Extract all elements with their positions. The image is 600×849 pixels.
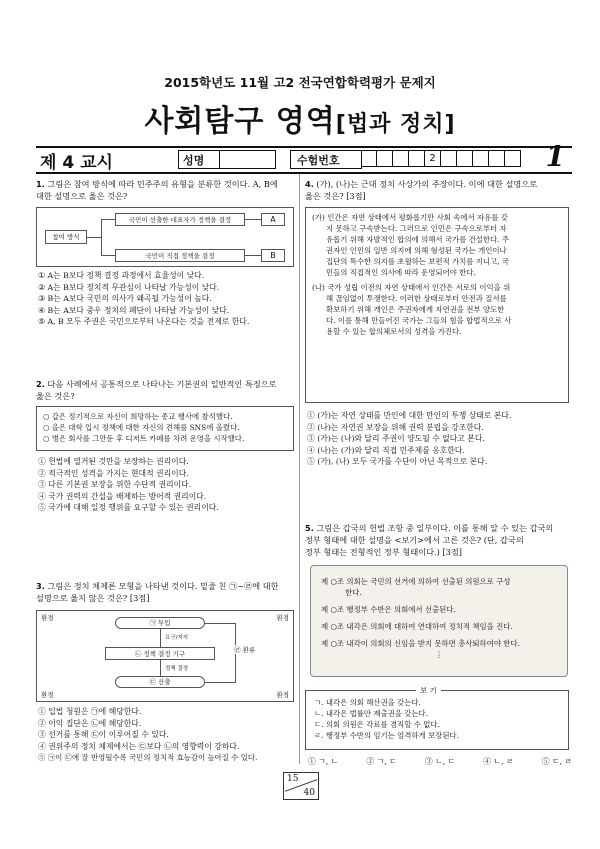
q4-option-4[interactable]: ④ (나)는 (가)와 달리 직접 민주제를 옹호한다. <box>307 445 465 455</box>
q1-diagram <box>36 207 294 267</box>
q5-option-3[interactable]: ③ ㄴ, ㄷ <box>424 757 456 766</box>
q2-stem-line: 2. 다음 사례에서 공통적으로 나타나는 기본권의 일반적인 특징으로 <box>36 379 277 389</box>
q4-options <box>307 410 571 468</box>
q5-stem-line: 5. 그림은 갑국의 헌법 조항 중 일부이다. 이를 통해 알 수 있는 갑국의 <box>305 523 554 533</box>
q3-env-tr: 환경 <box>276 614 289 622</box>
q4-passage-ga: (가) 인간은 자연 상태에서 평화롭기만 사회 속에서 자유를 갖 지 못하고 구속받는다. 그러므로 인민은 구속으로부터 자 유롭기 위해 자발적인 합의에 의해서 국가를 건설한다. 주 권자인 인민의 일반 의지에 의해 형성된 국가는 개인이나 집단의 특수한 의지를 초월하는 보편적 가치를 지니고, 국 민들의 직접적인 의사에 따라 운영되어야 한다. <box>312 213 510 277</box>
q2-option-2[interactable]: ② 적극적인 성격을 가지는 현대적 권리이다. <box>38 468 189 478</box>
q1-root-node: 참여 방식 <box>45 230 87 244</box>
q5-options <box>308 756 572 768</box>
q3-demand-label: 요구/지지 <box>165 635 189 641</box>
q2-options <box>38 456 296 514</box>
q3-env-bl: 환경 <box>41 691 54 699</box>
q5-ellipsis: ⋮ <box>435 650 443 659</box>
q5-article: 제 ○조 의회는 국민의 선거에 의하여 선출된 의원으로 구성 <box>321 577 511 586</box>
q1-option-5[interactable]: ⑤ A, B 모두 주권은 국민으로부터 나온다는 것을 전제로 한다. <box>38 317 250 326</box>
q4-option-3[interactable]: ③ (가)는 (나)와 달리 주권이 양도될 수 없다고 본다. <box>307 434 485 443</box>
q4-option-1[interactable]: ① (가)는 자연 상태를 만인에 대한 만인의 투쟁 상태로 본다. <box>307 411 512 420</box>
q5-option-1[interactable]: ① ㄱ, ㄴ <box>308 757 339 766</box>
q5-article: 제 ○조 내각이 의회의 신임을 받지 못하면 총사퇴하여야 한다. <box>321 639 520 648</box>
q5-bogi-item: ㄱ. 내각은 의회 해산권을 갖는다. <box>314 698 421 707</box>
q5-stem-line: 정부 형태에 대한 설명을 <보기>에서 고른 것은? (단, 갑국의 <box>305 535 524 545</box>
q4-passage-box <box>305 207 569 403</box>
q3-option-4[interactable]: ④ 권위주의 정치 체제에서는 ㉢보다 ㉡의 영향력이 강하다. <box>38 741 240 751</box>
subject-title-sub: [법과 정치] <box>335 112 456 137</box>
q2-option-1[interactable]: ① 헌법에 열거된 것만을 보장하는 권리이다. <box>38 457 189 466</box>
q4-stem-line: 옳은 것은? [3점] <box>305 191 366 201</box>
id-digit: 2 <box>425 150 441 167</box>
page-number: 1 <box>545 140 565 173</box>
q5-stem-line: 정부 형태는 전형적인 정부 형태이다.) [3점] <box>305 547 462 557</box>
subject-title-main: 사회탐구 영역 <box>144 104 336 139</box>
q1-option-3[interactable]: ③ B는 A보다 국민의 의사가 왜곡될 가능성이 높다. <box>38 294 212 303</box>
q5-bogi-item: ㄴ. 내각은 법률안 제출권을 갖는다. <box>314 709 429 718</box>
q2-option-5[interactable]: ⑤ 국가에 대해 일정 행위를 요구할 수 있는 권리이다. <box>38 503 219 512</box>
q5-scroll-document <box>310 565 568 677</box>
q5-article: 제 ○조 내각은 의회에 대하여 연대하여 정치적 책임을 진다. <box>321 622 513 631</box>
q1-option-1[interactable]: ① A는 B보다 정책 결정 과정에서 효율성이 낮다. <box>38 271 205 280</box>
q1-stem-line: 대한 설명으로 옳은 것은? <box>36 191 128 201</box>
q3-agency-node: ㉡ 정책 결정 기구 <box>105 647 215 660</box>
q5-option-5[interactable]: ⑤ ㄷ, ㄹ <box>541 757 572 766</box>
q3-env-tl: 환경 <box>41 614 54 622</box>
exam-title-line: 2015학년도 11월 고2 전국연합학력평가 문제지 <box>164 75 436 90</box>
page-indicator <box>283 772 319 800</box>
period-label: 제 4 교시 <box>40 153 113 173</box>
q4-stem-line: 4. (가), (나)는 근대 정치 사상가의 주장이다. 이에 대한 설명으로 <box>305 179 538 189</box>
name-label: 성명 <box>183 154 205 167</box>
q4-passage-na: (나) 국가 성립 이전의 자연 상태에서 인간은 서로의 이익을 위 해 끊임없이 투쟁한다. 이러한 상태로부터 안전과 질서를 확보하기 위해 개인은 주권자에게 자연권을 전부 양도한 다. 이를 통해 만들어진 국가는 그들의 힘을 합법적으로 사 용할 수 있는 합의체로서의 성격을 가진다. <box>312 283 512 336</box>
q1-node-a: A <box>261 213 285 226</box>
q5-article: 제 ○조 행정부 수반은 의회에서 선출된다. <box>321 605 456 614</box>
q3-input-node: ㉠ 투입 <box>115 617 205 629</box>
id-label: 수험번호 <box>297 154 340 167</box>
q1-option-4[interactable]: ④ B는 A보다 중우 정치의 폐단이 나타날 가능성이 낮다. <box>38 305 230 315</box>
q3-option-5[interactable]: ⑤ ㉠이 ㉢에 잘 반영될수록 국민의 정치적 효능감이 높아질 수 있다. <box>38 753 258 762</box>
q2-case: ○ 을은 대학 입시 정책에 대한 자신의 견해를 SNS에 올렸다. <box>43 423 240 432</box>
q1-bottom-node: 국민이 직접 정책을 결정 <box>115 249 245 262</box>
q3-options <box>38 706 298 764</box>
q3-option-2[interactable]: ② 이익 집단은 ㉡에 해당한다. <box>38 718 142 728</box>
q5-bogi-item: ㄷ. 의회 의원은 각료를 겸직할 수 없다. <box>314 720 440 729</box>
id-label-box <box>290 150 362 169</box>
q3-decision-label: 정책 결정 <box>165 666 189 672</box>
q5-bogi-title: 보 기 <box>416 685 441 696</box>
q4-option-2[interactable]: ② (나)는 자연권 보장을 위해 권력 분립을 강조한다. <box>307 422 484 432</box>
question-3 <box>36 580 294 604</box>
q2-case: ○ 갑은 정기적으로 자신이 희망하는 종교 행사에 참석했다. <box>43 412 233 421</box>
q3-option-1[interactable]: ① 입법 청원은 ㉠에 해당한다. <box>38 707 142 716</box>
question-2 <box>36 378 294 402</box>
question-1 <box>36 178 294 202</box>
q5-article: 한다. <box>345 588 362 597</box>
q3-diagram <box>36 610 294 702</box>
q3-output-node: ㉢ 산출 <box>115 676 205 688</box>
q1-options <box>38 270 296 328</box>
q4-option-5[interactable]: ⑤ (가), (나) 모두 국가를 수단이 아닌 목적으로 본다. <box>307 457 488 466</box>
q3-feedback-label: ㉣ 환류 <box>234 646 256 654</box>
id-number-cells[interactable] <box>361 150 521 167</box>
q5-bogi-item: ㄹ. 행정부 수반의 임기는 엄격하게 보장된다. <box>314 731 459 740</box>
q3-env-br: 환경 <box>276 691 289 699</box>
q1-node-b: B <box>261 249 285 262</box>
q5-bogi-box <box>305 686 569 750</box>
q2-case-box <box>36 406 294 451</box>
q2-stem-line: 옳은 것은? <box>36 391 75 401</box>
question-5 <box>305 522 571 558</box>
name-field[interactable] <box>178 150 276 169</box>
subject-title <box>0 96 600 140</box>
q2-option-3[interactable]: ③ 다른 기본권 보장을 위한 수단적 권리이다. <box>38 480 192 489</box>
q3-stem-line: 3. 그림은 정치 체제론 모형을 나타낸 것이다. 밑줄 친 ㉠~㉣에 대한 <box>36 581 279 591</box>
q1-top-node: 국민이 선출한 대표자가 정책을 결정 <box>115 213 245 226</box>
page-indicator-total: 40 <box>303 788 315 798</box>
q2-option-4[interactable]: ④ 국가 권력의 간섭을 배제하는 방어적 권리이다. <box>38 491 207 501</box>
q3-option-3[interactable]: ③ 선거를 통해 ㉢이 이루어질 수 있다. <box>38 730 169 739</box>
q5-option-2[interactable]: ② ㄱ, ㄷ <box>366 757 397 766</box>
q1-option-2[interactable]: ② A는 B보다 정치적 무관심이 나타날 가능성이 낮다. <box>38 282 220 292</box>
q2-case: ○ 병은 회사를 그만둔 후 디저트 카페를 차려 운영을 시작했다. <box>43 434 245 443</box>
question-4 <box>305 178 569 202</box>
column-divider <box>299 174 300 764</box>
q1-stem-line: 1. 그림은 참여 방식에 따라 민주주의 유형을 분류한 것이다. A, B에 <box>36 179 278 189</box>
q3-stem-line: 설명으로 옳지 않은 것은? [3점] <box>36 593 150 603</box>
page-indicator-current: 15 <box>287 774 299 784</box>
q5-option-4[interactable]: ④ ㄴ, ㄹ <box>483 757 514 766</box>
